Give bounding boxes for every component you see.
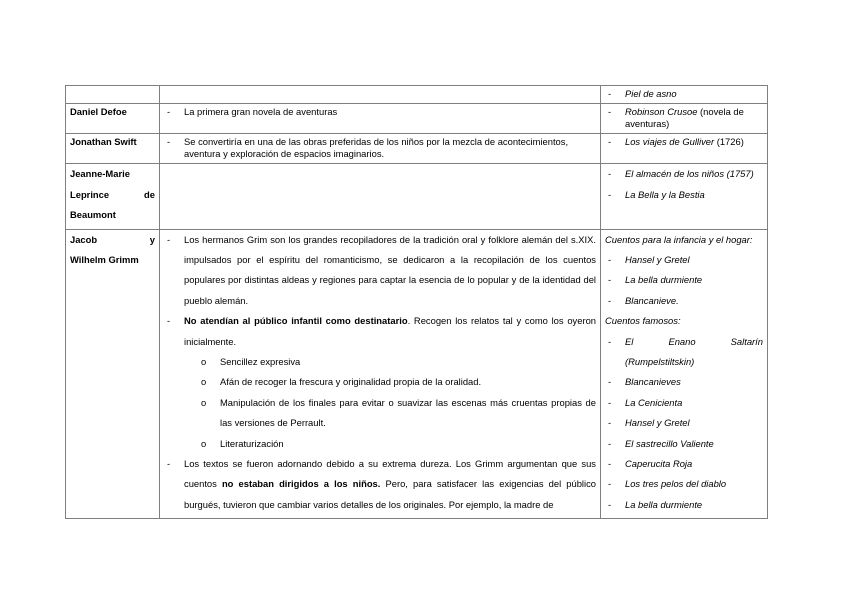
work-title: El almacén de los niños (1757) [625,168,754,179]
work-title: El sastrecillo Valiente [625,437,714,449]
list-dash: - [608,478,612,490]
work-title: Los tres pelos del diablo [625,478,727,490]
work-title-line [625,332,763,352]
works-cell [601,86,768,104]
sub-bullet: o [201,355,207,367]
table-row [66,134,768,164]
list-dash: - [608,136,612,147]
note-text: Los hermanos Grim son los grandes recopiladores de la tradición oral y folklore alemán del s.XIX. impulsados por el espíritu del romanticismo, se dedicaron a la recopilación de los cuentos populares por distintas aldeas y regiones para captar la esencia de lo popular y de la identidad del pueblo alemán. [184,233,596,306]
list-dash: - [608,188,612,200]
work-title: Hansel y Gretel [625,253,690,265]
works-cell [601,134,768,164]
work-title: La bella durmiente [625,274,703,286]
author-cell [66,104,160,134]
notes-cell [160,164,601,230]
list-dash: - [608,253,612,265]
table-row [66,86,768,104]
note-text: Pero, para satisfacer las exigencias del público burgués, tuvieron que cambiar varios detalles de los originales. Por ejemplo, la madre de [184,478,596,510]
work-title-part: Enano [668,335,696,347]
literature-table [65,85,768,519]
notes-cell [160,104,601,134]
note-bold: No atendían al público infantil como destinatario [184,315,408,327]
list-dash: - [608,376,612,388]
author-cell [66,229,160,519]
list-dash: - [608,168,612,179]
work-note: (novela de aventuras) [625,106,744,129]
author-name-part: de [144,188,155,200]
note-text: La primera gran novela de aventuras [184,106,338,117]
sub-bullet: o [201,437,207,449]
work-title: Caperucita Roja [625,457,693,469]
table-row [66,164,768,230]
note-text: Se convertiría en una de las obras preferidas de los niños por la mezcla de acontecimientos, aventura y exploración de espacios imaginarios. [184,136,569,159]
list-dash: - [167,136,171,147]
group-heading: Cuentos famosos: [605,315,681,327]
author-name-line [70,230,155,251]
work-title-part: El [625,335,634,347]
author-cell [66,164,160,230]
work-title: Piel de asno [625,88,677,99]
list-dash: - [608,417,612,429]
list-dash: - [608,437,612,449]
work-title-part: Saltarín [730,335,763,347]
table-row [66,104,768,134]
work-title: La Cenicienta [625,396,683,408]
work-title-line: (Rumpelstiltskin) [625,355,695,367]
work-title: Blancanieves [625,376,681,388]
list-dash: - [608,396,612,408]
notes-cell [160,229,601,519]
author-cell [66,134,160,164]
list-dash: - [608,88,612,99]
sub-bullet: o [201,396,207,408]
note-bold: no estaban dirigidos a los niños. [221,478,381,490]
author-name: Jonathan Swift [70,136,137,147]
list-dash: - [608,294,612,306]
work-title: Robinson Crusoe [625,106,698,117]
author-name-part: Leprince [70,188,110,200]
works-cell [601,104,768,134]
author-name-line: Jeanne-Marie [70,168,130,179]
author-name-line: Wilhelm Grimm [70,254,139,265]
sub-item: Manipulación de los finales para evitar o suavizar las escenas más cruentas propias de las versiones de Perrault. [220,396,596,429]
works-cell [601,164,768,230]
note-text: . Recogen los relatos tal y como los oyeron inicialmente. [184,315,597,347]
list-dash: - [167,106,171,117]
list-dash: - [608,274,612,286]
work-title: La Bella y la Bestia [625,188,705,200]
author-name: Daniel Defoe [70,106,127,117]
author-name-part: y [149,233,155,245]
work-title: Los viajes de Gulliver [625,136,715,147]
sub-item: Literaturización [220,437,284,449]
list-dash: - [608,457,612,469]
table-row [66,229,768,519]
work-title: La bella durmiente [625,498,703,510]
works-cell [601,229,768,519]
list-dash: - [608,335,612,347]
group-heading: Cuentos para la infancia y el hogar: [605,233,753,245]
work-title: Hansel y Gretel [625,417,690,429]
list-dash: - [167,457,171,469]
author-name-line [70,185,155,206]
notes-cell [160,134,601,164]
notes-cell [160,86,601,104]
list-dash: - [608,106,612,117]
work-year: (1726) [714,136,744,147]
list-dash: - [608,498,612,510]
list-dash: - [167,233,171,245]
author-cell [66,86,160,104]
author-name-line: Beaumont [70,209,116,220]
author-name-part: Jacob [70,233,98,245]
note-text: Los textos se fueron adornando debido a su extrema dureza. Los Grimm argumentan que sus cuentos [184,457,596,490]
sub-bullet: o [201,376,207,388]
list-dash: - [167,315,171,327]
sub-item: Sencillez expresiva [220,355,301,367]
work-title: Blancanieve. [625,294,679,306]
sub-item: Afán de recoger la frescura y originalidad propia de la oralidad. [220,376,482,388]
